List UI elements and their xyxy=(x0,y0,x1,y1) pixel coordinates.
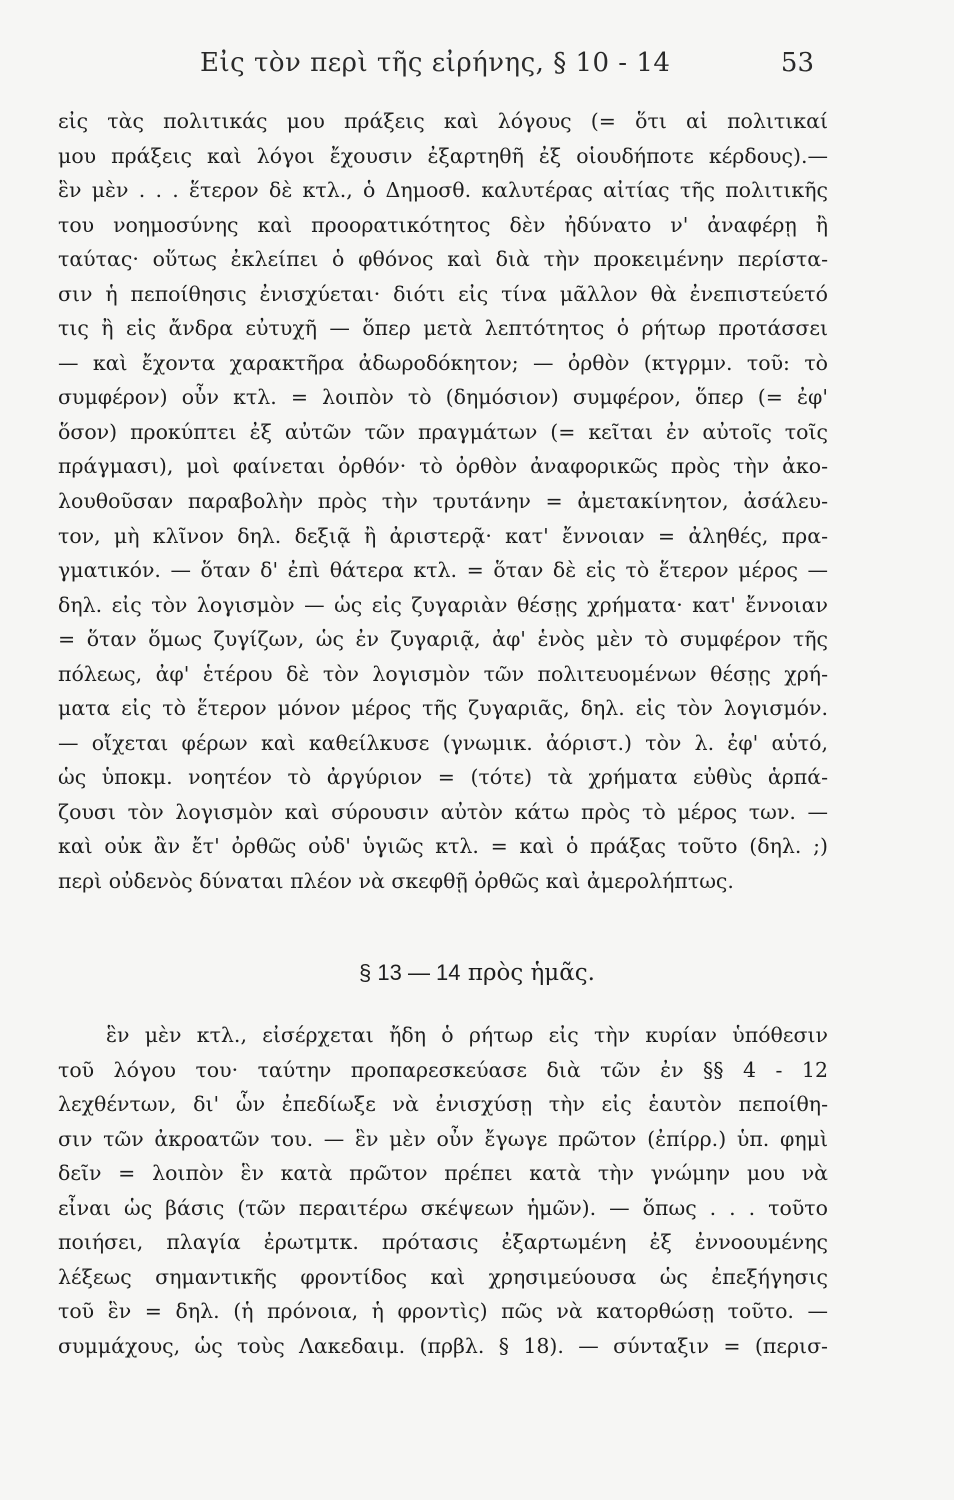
page-number: 53 xyxy=(780,48,814,78)
commentary-block-1 xyxy=(58,104,828,899)
text-line: περὶ οὐδενὸς δύναται πλέον νὰ σκεφθῇ ὀρθῶς καὶ ἀμερολήπτως. xyxy=(58,869,734,894)
text-line: ποιήσει, πλαγία ἐρωτμτκ. πρότασις ἐξαρτωμένη ἐξ ἐννοουμένης xyxy=(58,1230,828,1255)
text-line: ἓν μὲν . . . ἕτερον δὲ κτλ., ὁ Δημοσθ. καλυτέρας αἰτίας τῆς πολιτικῆς xyxy=(58,178,828,203)
text-line: ζουσι τὸν λογισμὸν καὶ σύρουσιν αὐτὸν κάτω πρὸς τὸ μέρος των. — xyxy=(58,799,828,824)
commentary-block-2 xyxy=(58,1018,828,1363)
text-line: τοῦ ἓν = δηλ. (ἡ πρόνοια, ἡ φροντὶς) πῶς νὰ κατορθώσῃ τοῦτο. — xyxy=(58,1299,828,1324)
text-line: τις ἢ εἰς ἄνδρα εὐτυχῆ — ὅπερ μετὰ λεπτότητος ὁ ρήτωρ προτάσσει xyxy=(58,316,828,341)
section-number: § 13 — 14 xyxy=(359,960,461,985)
text-line: = ὅταν ὅμως ζυγίζων, ὡς ἐν ζυγαριᾷ, ἀφ' ἑνὸς μὲν τὸ συμφέρον τῆς xyxy=(58,627,828,652)
text-line: συμμάχους, ὡς τοὺς Λακεδαιμ. (πρβλ. § 18). — σύνταξιν = (περισ- xyxy=(58,1333,828,1358)
text-line: πόλεως, ἀφ' ἑτέρου δὲ τὸν λογισμὸν τῶν πολιτευομένων θέσῃς χρή- xyxy=(58,661,828,686)
text-line: συμφέρον) οὖν κτλ. = λοιπὸν τὸ (δημόσιον) συμφέρον, ὅπερ (= ἐφ' xyxy=(58,385,828,410)
text-line: ὅσον) προκύπτει ἐξ αὐτῶν τῶν πραγμάτων (= κεῖται ἐν αὐτοῖς τοῖς xyxy=(58,419,828,444)
text-line: τον, μὴ κλῖνον δηλ. δεξιᾷ ἢ ἀριστερᾷ· κατ' ἔννοιαν = ἀληθές, πρα- xyxy=(58,523,828,548)
text-line: ὡς ὑποκμ. νοητέον τὸ ἀργύριον = (τότε) τὰ χρήματα εὐθὺς ἁρπά- xyxy=(58,765,828,790)
text-line: ταύτας· οὕτως ἐκλείπει ὁ φθόνος καὶ διὰ τὴν προκειμένην περίστα- xyxy=(58,247,828,272)
text-line: καὶ οὐκ ἂν ἔτ' ὀρθῶς οὐδ' ὑγιῶς κτλ. = καὶ ὁ πράξας τοῦτο (δηλ. ;) xyxy=(58,834,828,859)
section-title: πρὸς ἡμᾶς. xyxy=(467,960,595,986)
section-heading xyxy=(0,960,954,986)
text-line: λεχθέντων, δι' ὧν ἐπεδίωξε νὰ ἐνισχύσῃ τὴν εἰς ἑαυτὸν πεποίθη- xyxy=(58,1092,828,1117)
text-line: πράγμασι), μοὶ φαίνεται ὀρθόν· τὸ ὀρθὸν ἀναφορικῶς πρὸς τὴν ἀκο- xyxy=(58,454,828,479)
text-line: τοῦ λόγου του· ταύτην προπαρεσκεύασε διὰ τῶν ἐν §§ 4 - 12 xyxy=(58,1057,828,1082)
running-title: Εἰς τὸν περὶ τῆς εἰρήνης, § 10 - 14 xyxy=(200,48,671,78)
text-line: λουθοῦσαν παραβολὴν πρὸς τὴν τρυτάνην = ἀμετακίνητον, ἀσάλευ- xyxy=(58,489,828,514)
text-line: δηλ. εἰς τὸν λογισμὸν — ὡς εἰς ζυγαριὰν θέσῃς χρήματα· κατ' ἔννοιαν xyxy=(58,592,828,617)
text-line: ἓν μὲν κτλ., εἰσέρχεται ἤδη ὁ ρήτωρ εἰς τὴν κυρίαν ὑπόθεσιν xyxy=(106,1023,828,1047)
text-line: λέξεως σημαντικῆς φροντίδος καὶ χρησιμεύουσα ὡς ἐπεξήγησις xyxy=(58,1264,828,1289)
text-line: του νοημοσύνης καὶ προορατικότητος δὲν ἠδύνατο ν' ἀναφέρῃ ἢ xyxy=(58,212,828,237)
text-line: δεῖν = λοιπὸν ἓν κατὰ πρῶτον πρέπει κατὰ τὴν γνώμην μου νὰ xyxy=(58,1161,828,1186)
text-line: μου πράξεις καὶ λόγοι ἔχουσιν ἐξαρτηθῆ ἐξ οἱουδήποτε κέρδους).— xyxy=(58,143,828,168)
text-line: γματικόν. — ὅταν δ' ἐπὶ θάτερα κτλ. = ὅταν δὲ εἰς τὸ ἕτερον μέρος — xyxy=(58,558,828,583)
text-line: σιν ἡ πεποίθησις ἐνισχύεται· διότι εἰς τίνα μᾶλλον θὰ ἐνεπιστεύετό xyxy=(58,281,828,306)
text-line: — καὶ ἔχοντα χαρακτῆρα ἀδωροδόκητον; — ὀρθὸν (κτγρμν. τοῦ: τὸ xyxy=(58,350,828,375)
text-line: εἰς τὰς πολιτικάς μου πράξεις καὶ λόγους (= ὅτι αἱ πολιτικαί xyxy=(58,109,828,133)
text-line: — οἴχεται φέρων καὶ καθείλκυσε (γνωμικ. ἀόριστ.) τὸν λ. ἐφ' αὑτό, xyxy=(58,730,828,755)
text-line: ματα εἰς τὸ ἕτερον μόνον μέρος τῆς ζυγαριᾶς, δηλ. εἰς τὸν λογισμόν. xyxy=(58,696,828,721)
text-line: εἶναι ὡς βάσις (τῶν περαιτέρω σκέψεων ἡμῶν). — ὅπως . . . τοῦτο xyxy=(58,1195,828,1220)
text-line: σιν τῶν ἀκροατῶν του. — ἓν μὲν οὖν ἔγωγε πρῶτον (ἐπίρρ.) ὑπ. φημὶ xyxy=(58,1126,828,1151)
